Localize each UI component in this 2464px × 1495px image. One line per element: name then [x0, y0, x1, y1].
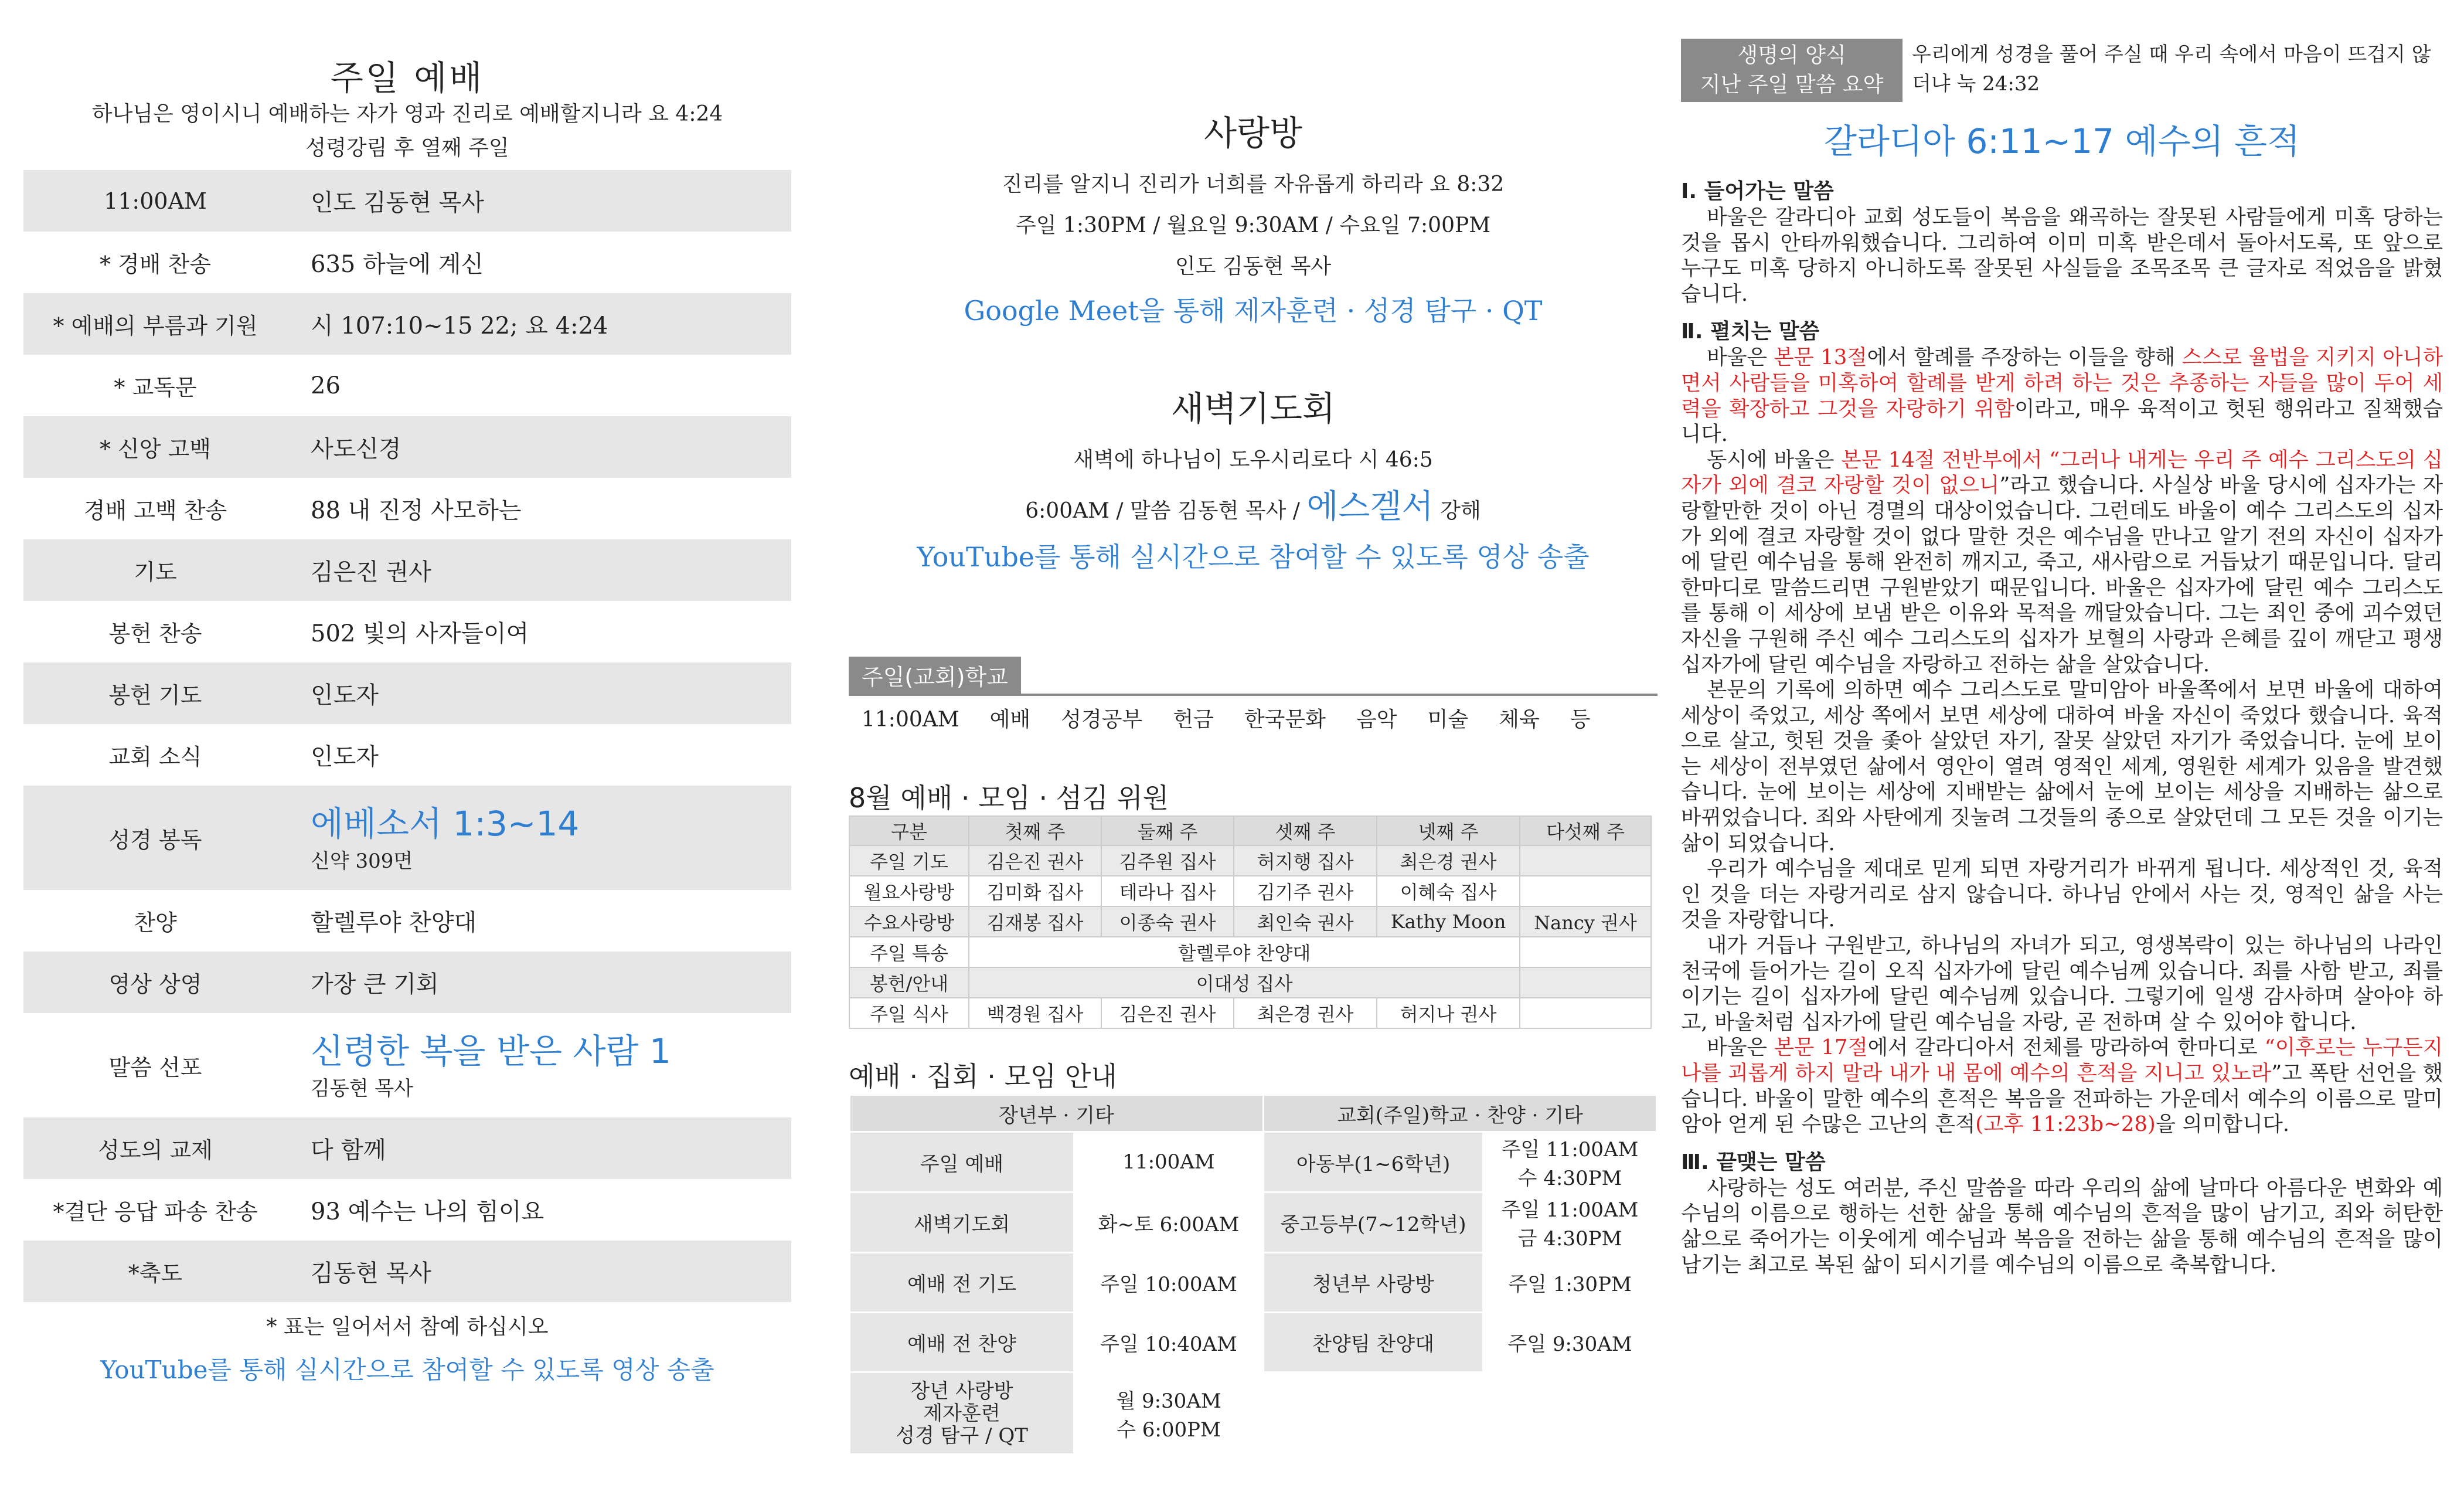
order-label: *축도 — [128, 1260, 183, 1286]
info-table: 장년부 · 기타 교회(주일)학교 · 찬양 · 기타 주일 예배 11:00AM 아동부(1~6학년) 주일 11:00AM 수 4:30PM 새벽기도회 화~토 6:00AM 중고등부(7~12학년) 주일 11:00AM 금 4:30PM 예배 전 기도 주일 10:00AM 청년부 사랑방 주일 1:30PM 예배 전 찬양 주일 10:40AM 찬양팀 찬양대 주일 9:30AM 장년 사랑방 제자훈련 성경 탐구 / QT 월 9:30AM 수 6:00PM — [849, 1094, 1658, 1455]
order-label: 경배 고백 찬송 — [83, 498, 227, 524]
sermon-title: 신령한 복을 받은 사람 1 — [311, 1031, 671, 1071]
info-section — [849, 1055, 1658, 1455]
order-value: 가장 큰 기회 — [311, 971, 439, 998]
dawn-schedule: 6:00AM / 말씀 김동현 목사 / 에스겔서 강해 — [1025, 488, 1481, 526]
order-label: * 신앙 고백 — [100, 436, 211, 462]
summary-tag: 생명의 양식 지난 주일 말씀 요약 — [1681, 39, 1903, 102]
school-tag: 주일(교회)학교 — [849, 657, 1021, 694]
order-label: 성경 봉독 — [108, 827, 202, 853]
dawn-title: 새벽기도회 — [1170, 389, 1336, 429]
paragraph: 바울은 본문 13절에서 할례를 주장하는 이들을 향해 스스로 율법을 지키지 아니하면서 사람들을 미혹하여 할례를 받게 하려 하는 것은 추종하는 자들을 많이 두어 세력을 확장하고 그것을 자랑하기 위함이라고, 매우 육적이고 헛된 행위라고 질책했습니다. — [1681, 345, 2443, 447]
order-value: 26 — [311, 372, 341, 399]
order-row — [23, 601, 791, 662]
table-row: 수요사랑방 김재봉 집사 이종숙 권사 최인숙 권사 Kathy Moon Nancy 권사 — [849, 906, 1651, 937]
order-row — [23, 662, 791, 724]
order-label: * 교독문 — [114, 375, 197, 400]
paragraph: 사랑하는 성도 여러분, 주신 말씀을 따라 우리의 삶에 날마다 아름다운 변화와 예수님의 이름으로 행하는 선한 삶을 통해 예수님의 흔적을 많이 남기고, 죄와 허탄한 삶으로 죽어가는 이웃에게 예수님과 복음을 전하는 삶을 통해 예수님의 흔적을 많이 남기는 최고로 복된 삶이 되시기를 예수님의 이름으로 축복합니다. — [1681, 1175, 2443, 1277]
order-row — [23, 890, 791, 952]
order-label: 말씀 선포 — [108, 1054, 202, 1081]
scripture-page: 신약 309면 — [311, 849, 413, 873]
order-row — [23, 724, 791, 786]
order-label: 성도의 교제 — [98, 1137, 213, 1163]
worship-title: 주일 예배 — [330, 58, 485, 98]
school-items: 11:00AM 예배 성경공부 헌금 한국문화 음악 미술 체육 등 — [862, 708, 1591, 732]
section-heading: Ⅱ. 펼치는 말씀 — [1681, 320, 1820, 344]
sermon-row — [23, 1013, 791, 1117]
order-row — [23, 1117, 791, 1179]
order-value: 93 예수는 나의 힘이요 — [311, 1198, 544, 1225]
table-row: 새벽기도회 화~토 6:00AM 중고등부(7~12학년) 주일 11:00AM 금 4:30PM — [850, 1192, 1657, 1253]
order-value: 인도 김동현 목사 — [311, 189, 484, 216]
table-row: 장년 사랑방 제자훈련 성경 탐구 / QT 월 9:30AM 수 6:00PM — [850, 1372, 1657, 1455]
summary-title: 갈라디아 6:11~17 예수의 흔적 — [1823, 121, 2300, 161]
order-value: 인도자 — [311, 682, 379, 709]
order-label: *결단 응답 파송 찬송 — [53, 1199, 258, 1225]
order-value: 502 빛의 사자들이여 — [311, 620, 529, 647]
scripture-row — [23, 786, 791, 890]
paragraph: 바울은 본문 17절에서 갈라디아서 전체를 망라하여 한마디로 “이후로는 누구든지 나를 괴롭게 하지 말라 내가 내 몸에 예수의 흔적을 지니고 있노라”고 폭탄 선언을 했습니다. 바울이 말한 예수의 흔적은 복음을 전파하는 가운데서 예수의 이름으로 말미암아 얻게 된 수많은 고난의 흔적(고후 11:23b~28)을 의미합니다. — [1681, 1035, 2443, 1137]
committee-title: 8월 예배 · 모임 · 섬김 위원 — [849, 782, 1169, 814]
worship-week: 성령강림 후 열째 주일 — [305, 136, 509, 160]
summary-verse: 우리에게 성경을 풀어 주실 때 우리 속에서 마음이 뜨겁지 않더냐 눅 24:32 — [1912, 43, 2431, 96]
scripture-reference: 에베소서 1:3~14 — [311, 803, 580, 844]
order-label: 영상 상영 — [108, 971, 202, 997]
order-row — [23, 539, 791, 601]
info-title: 예배 · 집회 · 모임 안내 — [849, 1061, 1117, 1092]
table-row: 월요사랑방 김미화 집사 테라나 집사 김기주 권사 이혜숙 집사 — [849, 876, 1651, 906]
table-row: 주일 특송 할렐루야 찬양대 — [849, 937, 1651, 967]
order-row — [23, 355, 791, 416]
order-row — [23, 293, 791, 355]
order-row — [23, 1241, 791, 1302]
section-heading: Ⅲ. 끝맺는 말씀 — [1681, 1150, 1826, 1174]
order-row — [23, 232, 791, 293]
summary-header — [1681, 39, 2443, 102]
committee-table: 구분 첫째 주 둘째 주 셋째 주 넷째 주 다섯째 주 주일 기도 김은진 권사 김주원 집사 허지행 집사 최은경 권사 월요사랑방 김미화 집사 테라나 집사 김기주 권사 이혜숙 집사 수요사랑방 김재봉 집사 이종숙 권사 최인숙 권사 Kathy Moon Nancy 권사 주일 특송 할렐루야 찬양대 봉헌/안내 이대성 집사 주일 식사 백경원 집사 김은진 권사 최은경 권사 허지나 권사 — [849, 816, 1652, 1029]
worship-verse: 하나님은 영이시니 예배하는 자가 영과 진리로 예배할지니라 요 4:24 — [91, 102, 723, 126]
order-row — [23, 416, 791, 478]
order-value: 시 107:10~15 22; 요 4:24 — [311, 312, 608, 339]
dawn-online: YouTube를 통해 실시간으로 참여할 수 있도록 영상 송출 — [917, 541, 1590, 573]
order-value: 인도자 — [311, 743, 379, 770]
order-value: 다 함께 — [311, 1137, 386, 1164]
dawn-prayer-section — [849, 381, 1658, 580]
table-row: 봉헌/안내 이대성 집사 — [849, 967, 1651, 998]
order-value: 김은진 권사 — [311, 559, 431, 586]
order-row — [23, 952, 791, 1013]
order-label: 봉헌 찬송 — [108, 621, 202, 647]
sarang-online: Google Meet을 통해 제자훈련 · 성경 탐구 · QT — [964, 295, 1543, 327]
table-row: 주일 예배 11:00AM 아동부(1~6학년) 주일 11:00AM 수 4:30PM — [850, 1132, 1657, 1192]
committee-section — [849, 777, 1658, 1029]
sarang-title: 사랑방 — [1203, 113, 1303, 153]
order-value: 할렐루야 찬양대 — [311, 909, 477, 936]
order-value: 88 내 진정 사모하는 — [311, 497, 522, 524]
order-label: * 경배 찬송 — [100, 252, 211, 277]
standing-note: * 표는 일어서서 참예 하십시오 — [266, 1315, 549, 1339]
sarang-section — [849, 106, 1658, 334]
order-value: 사도신경 — [311, 436, 401, 463]
table-row: 예배 전 찬양 주일 10:40AM 찬양팀 찬양대 주일 9:30AM — [850, 1313, 1657, 1372]
youtube-notice: YouTube를 통해 실시간으로 참여할 수 있도록 영상 송출 — [100, 1355, 714, 1384]
table-row: 주일 기도 김은진 권사 김주원 집사 허지행 집사 최은경 권사 — [849, 845, 1651, 876]
order-label: 기도 — [134, 559, 177, 585]
dawn-verse: 새벽에 하나님이 도우시리로다 시 46:5 — [1073, 448, 1433, 472]
dawn-book: 에스겔서 — [1306, 488, 1434, 526]
sunday-school-section — [849, 657, 1658, 733]
table-row: 예배 전 기도 주일 10:00AM 청년부 사랑방 주일 1:30PM — [850, 1253, 1657, 1313]
order-value: 635 하늘에 계신 — [311, 251, 484, 278]
sarang-times: 주일 1:30PM / 월요일 9:30AM / 수요일 7:00PM — [1015, 213, 1491, 237]
paragraph: 내가 거듭나 구원받고, 하나님의 자녀가 되고, 영생복락이 있는 하나님의 나라인 천국에 들어가는 길이 오직 십자가에 달린 예수님께 있습니다. 죄를 사함 받고, 죄를 이기는 길이 십자가에 달린 예수님께 있습니다. 그렇기에 일생 감사하며 살아야 하고, 바울처럼 십자가에 달린 예수님을 자랑, 곧 전하며 살 수 있어야 합니다. — [1681, 933, 2443, 1034]
order-row — [23, 478, 791, 539]
order-label: 교회 소식 — [108, 744, 202, 770]
order-row — [23, 1179, 791, 1241]
worship-order-list — [23, 170, 791, 1302]
paragraph: 우리가 예수님을 제대로 믿게 되면 자랑거리가 바뀌게 됩니다. 세상적인 것, 육적인 것을 더는 자랑거리로 삼지 않습니다. 하나님 안에서 사는 것, 영적인 삶을 사는 것을 자랑합니다. — [1681, 857, 2443, 932]
order-label: 봉헌 기도 — [108, 682, 202, 708]
paragraph: 동시에 바울은 본문 14절 전반부에서 “그러나 내게는 우리 주 예수 그리스도의 십자가 외에 결코 자랑할 것이 없으니”라고 했습니다. 사실상 바울 당시에 십자가는 자랑할만한 것이 아닌 경멸의 대상이었습니다. 그런데도 바울이 예수 그리스도의 십자가 외에 결코 자랑할 것이 없다 말한 것은 예수님을 만나고 알기 전의 자신이 십자가에 달린 예수님을 통해 완전히 깨지고, 죽고, 새사람으로 거듭났기 때문입니다. 달리 한마디로 말씀드리면 구원받았기 때문입니다. 바울은 십자가에 달린 예수 그리스도를 통해 이 세상에 보냄 받은 이유와 목적을 깨달았습니다. 그는 죄인 중에 괴수였던 자신을 구원해 주신 예수 그리스도의 십자가 보혈의 사랑과 은혜를 깊이 깨닫고 평생 십자가에 달린 예수님을 자랑하고 전하는 삶을 살았습니다. — [1681, 447, 2443, 677]
sermon-summary-column — [1681, 0, 2443, 1495]
order-label: 찬양 — [134, 910, 177, 936]
worship-order-column — [23, 0, 791, 1495]
order-label: * 예배의 부름과 기원 — [53, 313, 258, 339]
table-row: 주일 식사 백경원 집사 김은진 권사 최은경 권사 허지나 권사 — [849, 998, 1651, 1028]
order-row — [23, 170, 791, 232]
sarang-leader: 인도 김동현 목사 — [1175, 254, 1332, 278]
order-value: 김동현 목사 — [311, 1260, 431, 1287]
meetings-column — [849, 0, 1658, 1495]
section-heading: Ⅰ. 들어가는 말씀 — [1681, 179, 1834, 203]
sarang-verse: 진리를 알지니 진리가 너희를 자유롭게 하리라 요 8:32 — [1002, 172, 1505, 196]
sermon-preacher: 김동현 목사 — [311, 1076, 414, 1100]
paragraph: 본문의 기록에 의하면 예수 그리스도로 말미암아 바울쪽에서 보면 바울에 대하여 세상이 죽었고, 세상 쪽에서 보면 세상에 대하여 바울 자신이 죽었다 했습니다. 육적으로 살고, 헛된 것을 좇아 살았던 자기, 잘못 살았던 자기가 죽었습니다. 눈에 보이는 세상이 전부였던 삶에서 영안이 열려 영적인 세계, 영원한 세계가 있음을 발견했습니다. 눈에 보이는 세상에 지배받는 삶에서 눈에 보이는 세상을 지배하는 삶으로 바뀌었습니다. 죄와 사탄에게 짓눌려 그것들의 종으로 살았던데 그 모든 것을 이기는 삶이 되었습니다. — [1681, 678, 2443, 855]
order-label: 11:00AM — [104, 188, 207, 214]
paragraph: 바울은 갈라디아 교회 성도들이 복음을 왜곡하는 잘못된 사람들에게 미혹 당하는 것을 몹시 안타까워했습니다. 그리하여 이미 미혹 받은데서 돌아서도록, 또 앞으로 누구도 미혹 당하지 아니하도록 잘못된 사실들을 조목조목 큰 글자로 적었음을 밝혔습니다. — [1681, 205, 2443, 306]
